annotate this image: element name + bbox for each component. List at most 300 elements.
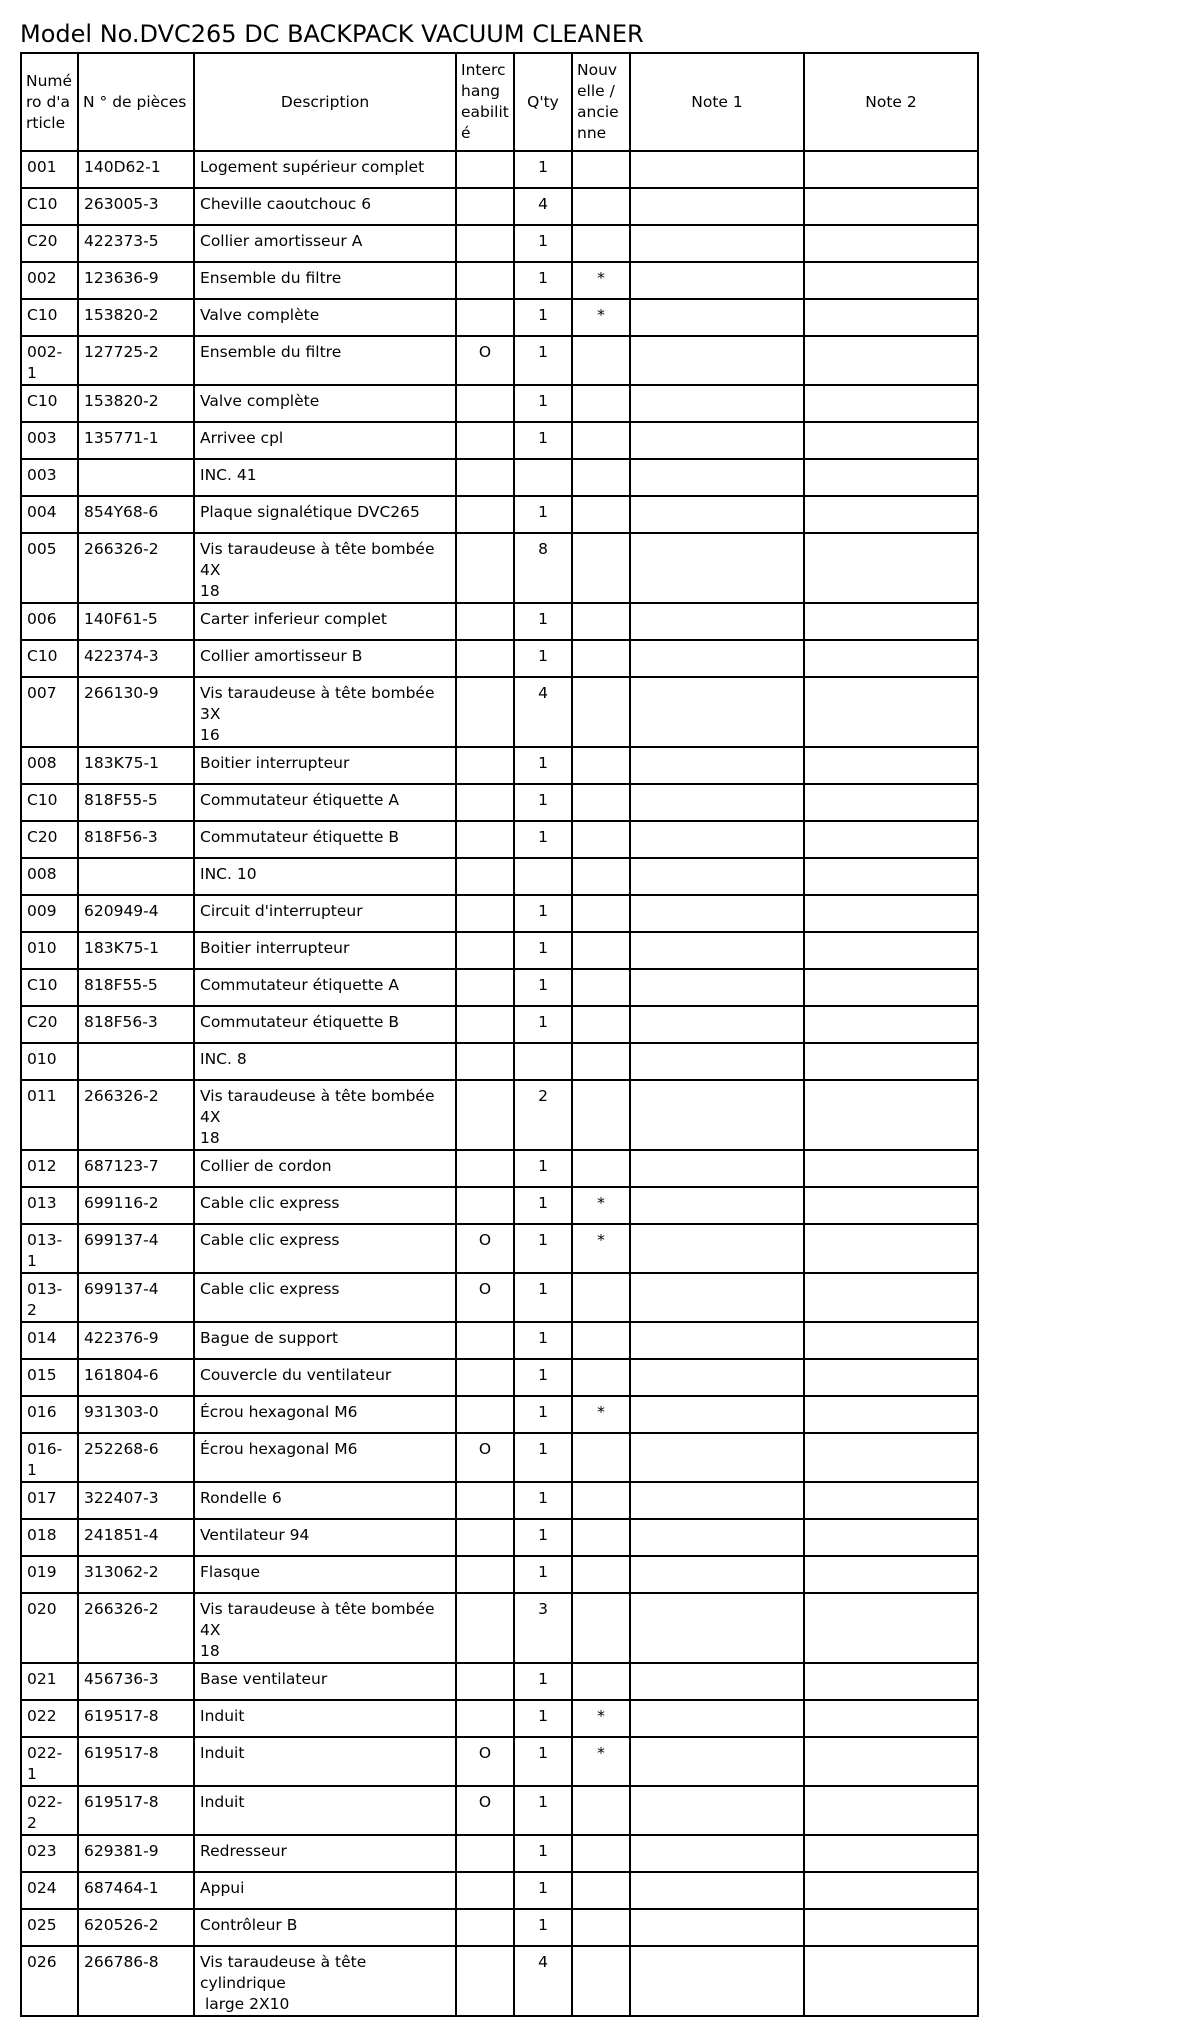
note-1-cell [630,225,804,262]
note-2-cell [804,640,978,677]
note-2-cell [804,1006,978,1043]
interchangeability-cell [456,932,514,969]
new-old-cell [572,1080,630,1150]
item-number-cell: 025 [21,1909,78,1946]
quantity-cell: 3 [514,1593,572,1663]
table-row [21,932,978,969]
note-2-cell [804,1322,978,1359]
part-number-cell: 140D62-1 [78,151,194,188]
interchangeability-cell [456,225,514,262]
table-row [21,603,978,640]
interchangeability-cell: O [456,1737,514,1786]
new-old-cell [572,1273,630,1322]
note-2-cell [804,1872,978,1909]
note-1-cell [630,1946,804,2016]
description-cell: Couvercle du ventilateur [194,1359,456,1396]
table-row [21,422,978,459]
new-old-cell [572,1482,630,1519]
note-1-cell [630,188,804,225]
interchangeability-cell: O [456,1786,514,1835]
interchangeability-cell [456,422,514,459]
interchangeability-cell [456,1006,514,1043]
quantity-cell [514,459,572,496]
part-number-cell: 161804-6 [78,1359,194,1396]
table-row [21,1835,978,1872]
item-number-cell: C10 [21,784,78,821]
part-number-cell: 619517-8 [78,1786,194,1835]
description-cell: Induit [194,1700,456,1737]
table-row [21,858,978,895]
note-1-cell [630,262,804,299]
new-old-cell: * [572,299,630,336]
quantity-cell: 1 [514,1224,572,1273]
quantity-cell: 1 [514,496,572,533]
quantity-cell: 1 [514,151,572,188]
interchangeability-cell: O [456,1224,514,1273]
header-description: Description [194,53,456,151]
note-2-cell [804,188,978,225]
interchangeability-cell [456,188,514,225]
part-number-cell: 266326-2 [78,1593,194,1663]
note-1-cell [630,858,804,895]
item-number-cell: 020 [21,1593,78,1663]
table-row [21,1737,978,1786]
quantity-cell: 4 [514,677,572,747]
note-1-cell [630,1080,804,1150]
description-cell: Commutateur étiquette A [194,784,456,821]
interchangeability-cell [456,151,514,188]
new-old-cell [572,784,630,821]
interchangeability-cell [456,677,514,747]
note-2-cell [804,1835,978,1872]
interchangeability-cell [456,1322,514,1359]
new-old-cell [572,1433,630,1482]
part-number-cell [78,459,194,496]
new-old-cell: * [572,1737,630,1786]
description-cell: Écrou hexagonal M6 [194,1433,456,1482]
table-row [21,1433,978,1482]
part-number-cell: 123636-9 [78,262,194,299]
note-1-cell [630,1593,804,1663]
part-number-cell: 266326-2 [78,1080,194,1150]
item-number-cell: 002 [21,262,78,299]
quantity-cell: 1 [514,1519,572,1556]
note-1-cell [630,1043,804,1080]
part-number-cell: 422376-9 [78,1322,194,1359]
quantity-cell: 4 [514,1946,572,2016]
note-2-cell [804,747,978,784]
note-2-cell [804,677,978,747]
description-cell: Ventilateur 94 [194,1519,456,1556]
quantity-cell: 1 [514,422,572,459]
header-part-number: N ° de pièces [78,53,194,151]
new-old-cell [572,603,630,640]
part-number-cell [78,1043,194,1080]
table-row [21,1150,978,1187]
description-cell: Valve complète [194,385,456,422]
quantity-cell: 1 [514,640,572,677]
part-number-cell: 854Y68-6 [78,496,194,533]
note-1-cell [630,895,804,932]
interchangeability-cell [456,821,514,858]
table-row [21,533,978,603]
new-old-cell [572,1786,630,1835]
description-cell: INC. 10 [194,858,456,895]
item-number-cell: 003 [21,459,78,496]
quantity-cell: 1 [514,1786,572,1835]
part-number-cell: 153820-2 [78,299,194,336]
item-number-cell: 019 [21,1556,78,1593]
item-number-cell: 022 [21,1700,78,1737]
note-1-cell [630,1322,804,1359]
note-1-cell [630,1737,804,1786]
description-cell: Boitier interrupteur [194,932,456,969]
note-1-cell [630,533,804,603]
new-old-cell [572,188,630,225]
description-cell: Flasque [194,1556,456,1593]
new-old-cell [572,747,630,784]
interchangeability-cell [456,1043,514,1080]
new-old-cell: * [572,1187,630,1224]
item-number-cell: C10 [21,188,78,225]
table-row [21,1359,978,1396]
note-2-cell [804,1273,978,1322]
item-number-cell: 003 [21,422,78,459]
note-1-cell [630,1482,804,1519]
part-number-cell: 619517-8 [78,1737,194,1786]
note-2-cell [804,895,978,932]
note-1-cell [630,151,804,188]
part-number-cell: 699116-2 [78,1187,194,1224]
interchangeability-cell [456,1835,514,1872]
note-2-cell [804,1080,978,1150]
table-row [21,1786,978,1835]
note-1-cell [630,603,804,640]
part-number-cell: 266326-2 [78,533,194,603]
note-1-cell [630,969,804,1006]
quantity-cell: 1 [514,1482,572,1519]
quantity-cell: 1 [514,1835,572,1872]
quantity-cell: 1 [514,747,572,784]
note-1-cell [630,1433,804,1482]
new-old-cell [572,1663,630,1700]
item-number-cell: C20 [21,225,78,262]
item-number-cell: C10 [21,385,78,422]
note-1-cell [630,1187,804,1224]
table-row [21,1593,978,1663]
quantity-cell: 1 [514,262,572,299]
interchangeability-cell: O [456,1273,514,1322]
note-1-cell [630,1909,804,1946]
quantity-cell: 1 [514,1663,572,1700]
quantity-cell: 1 [514,1150,572,1187]
item-number-cell: 001 [21,151,78,188]
interchangeability-cell [456,1700,514,1737]
description-cell: Redresseur [194,1835,456,1872]
new-old-cell: * [572,1700,630,1737]
quantity-cell: 1 [514,1872,572,1909]
note-2-cell [804,932,978,969]
new-old-cell [572,1519,630,1556]
note-2-cell [804,1359,978,1396]
item-number-cell: C10 [21,640,78,677]
part-number-cell: 699137-4 [78,1273,194,1322]
new-old-cell [572,385,630,422]
note-1-cell [630,747,804,784]
description-cell: Induit [194,1786,456,1835]
quantity-cell: 4 [514,188,572,225]
new-old-cell [572,969,630,1006]
description-cell: Ensemble du filtre [194,336,456,385]
part-number-cell: 422374-3 [78,640,194,677]
note-2-cell [804,1396,978,1433]
quantity-cell: 1 [514,969,572,1006]
new-old-cell [572,858,630,895]
quantity-cell: 1 [514,1556,572,1593]
quantity-cell: 1 [514,1322,572,1359]
table-row [21,1322,978,1359]
header-interchangeability: Interc hang eabilit é [456,53,514,151]
table-row [21,1909,978,1946]
parts-table [20,52,979,2017]
table-row [21,1872,978,1909]
description-cell: Vis taraudeuse à tête bombée 4X 18 [194,1080,456,1150]
part-number-cell: 252268-6 [78,1433,194,1482]
description-cell: Commutateur étiquette B [194,1006,456,1043]
note-2-cell [804,784,978,821]
item-number-cell: 022-2 [21,1786,78,1835]
table-row [21,1519,978,1556]
quantity-cell: 1 [514,225,572,262]
quantity-cell: 1 [514,1359,572,1396]
part-number-cell: 620949-4 [78,895,194,932]
table-row [21,1482,978,1519]
quantity-cell: 1 [514,299,572,336]
description-cell: Induit [194,1737,456,1786]
description-cell: Vis taraudeuse à tête bombée 4X 18 [194,1593,456,1663]
description-cell: Appui [194,1872,456,1909]
note-1-cell [630,1835,804,1872]
item-number-cell: 010 [21,1043,78,1080]
item-number-cell: C10 [21,299,78,336]
description-cell: Cable clic express [194,1273,456,1322]
interchangeability-cell [456,784,514,821]
table-row [21,1080,978,1150]
note-2-cell [804,1786,978,1835]
note-2-cell [804,1482,978,1519]
quantity-cell: 1 [514,1187,572,1224]
new-old-cell [572,336,630,385]
part-number-cell: 619517-8 [78,1700,194,1737]
item-number-cell: 013 [21,1187,78,1224]
table-row [21,1663,978,1700]
table-row [21,225,978,262]
interchangeability-cell [456,895,514,932]
table-row [21,1043,978,1080]
interchangeability-cell [456,496,514,533]
note-2-cell [804,533,978,603]
description-cell: Cheville caoutchouc 6 [194,188,456,225]
note-2-cell [804,496,978,533]
quantity-cell [514,1043,572,1080]
note-1-cell [630,1786,804,1835]
interchangeability-cell [456,1150,514,1187]
new-old-cell [572,932,630,969]
interchangeability-cell [456,1396,514,1433]
note-2-cell [804,1433,978,1482]
description-cell: Cable clic express [194,1187,456,1224]
part-number-cell: 266786-8 [78,1946,194,2016]
part-number-cell: 687464-1 [78,1872,194,1909]
new-old-cell [572,1872,630,1909]
item-number-cell: 021 [21,1663,78,1700]
new-old-cell [572,1322,630,1359]
part-number-cell: 620526-2 [78,1909,194,1946]
item-number-cell: 008 [21,747,78,784]
note-1-cell [630,336,804,385]
part-number-cell: 456736-3 [78,1663,194,1700]
table-row [21,1273,978,1322]
description-cell: Circuit d'interrupteur [194,895,456,932]
item-number-cell: 024 [21,1872,78,1909]
table-row [21,188,978,225]
note-1-cell [630,1150,804,1187]
header-note-1: Note 1 [630,53,804,151]
table-row [21,336,978,385]
item-number-cell: 002-1 [21,336,78,385]
description-cell: Boitier interrupteur [194,747,456,784]
interchangeability-cell [456,1663,514,1700]
note-1-cell [630,1006,804,1043]
part-number-cell: 818F55-5 [78,969,194,1006]
quantity-cell: 1 [514,1396,572,1433]
note-2-cell [804,336,978,385]
description-cell: INC. 8 [194,1043,456,1080]
new-old-cell: * [572,1396,630,1433]
interchangeability-cell: O [456,1433,514,1482]
quantity-cell: 1 [514,336,572,385]
quantity-cell: 1 [514,1433,572,1482]
note-2-cell [804,821,978,858]
interchangeability-cell [456,1080,514,1150]
table-row [21,496,978,533]
item-number-cell: 013-1 [21,1224,78,1273]
table-row [21,784,978,821]
table-row [21,1396,978,1433]
part-number-cell: 422373-5 [78,225,194,262]
note-2-cell [804,151,978,188]
table-row [21,1946,978,2016]
new-old-cell [572,895,630,932]
item-number-cell: C20 [21,821,78,858]
description-cell: Collier de cordon [194,1150,456,1187]
note-2-cell [804,1909,978,1946]
note-1-cell [630,385,804,422]
new-old-cell [572,1006,630,1043]
new-old-cell: * [572,262,630,299]
note-1-cell [630,1663,804,1700]
description-cell: Vis taraudeuse à tête bombée 4X 18 [194,533,456,603]
interchangeability-cell [456,1593,514,1663]
interchangeability-cell [456,603,514,640]
table-row [21,299,978,336]
note-2-cell [804,1187,978,1224]
quantity-cell: 1 [514,821,572,858]
item-number-cell: 011 [21,1080,78,1150]
description-cell: Vis taraudeuse à tête cylindrique large 2X10 [194,1946,456,2016]
part-number-cell: 153820-2 [78,385,194,422]
description-cell: Bague de support [194,1322,456,1359]
item-number-cell: 007 [21,677,78,747]
note-1-cell [630,1273,804,1322]
note-1-cell [630,640,804,677]
new-old-cell [572,1043,630,1080]
note-2-cell [804,1224,978,1273]
item-number-cell: 015 [21,1359,78,1396]
item-number-cell: 022-1 [21,1737,78,1786]
note-1-cell [630,299,804,336]
note-1-cell [630,1396,804,1433]
part-number-cell: 135771-1 [78,422,194,459]
new-old-cell [572,821,630,858]
interchangeability-cell: O [456,336,514,385]
note-2-cell [804,1700,978,1737]
note-2-cell [804,1150,978,1187]
note-1-cell [630,1872,804,1909]
part-number-cell: 699137-4 [78,1224,194,1273]
note-2-cell [804,385,978,422]
note-2-cell [804,299,978,336]
interchangeability-cell [456,459,514,496]
interchangeability-cell [456,747,514,784]
table-row [21,262,978,299]
table-row [21,821,978,858]
quantity-cell: 1 [514,1737,572,1786]
quantity-cell: 1 [514,895,572,932]
note-1-cell [630,1359,804,1396]
description-cell: Écrou hexagonal M6 [194,1396,456,1433]
header-new-old: Nouv elle / ancie nne [572,53,630,151]
interchangeability-cell [456,1909,514,1946]
interchangeability-cell [456,385,514,422]
interchangeability-cell [456,1946,514,2016]
table-row [21,747,978,784]
new-old-cell [572,1593,630,1663]
part-number-cell: 629381-9 [78,1835,194,1872]
note-1-cell [630,1700,804,1737]
interchangeability-cell [456,858,514,895]
description-cell: Arrivee cpl [194,422,456,459]
header-quantity: Q'ty [514,53,572,151]
quantity-cell: 1 [514,1700,572,1737]
interchangeability-cell [456,533,514,603]
part-number-cell: 183K75-1 [78,747,194,784]
quantity-cell: 2 [514,1080,572,1150]
description-cell: Contrôleur B [194,1909,456,1946]
note-2-cell [804,1946,978,2016]
description-cell: Logement supérieur complet [194,151,456,188]
table-row [21,969,978,1006]
part-number-cell: 687123-7 [78,1150,194,1187]
description-cell: Ensemble du filtre [194,262,456,299]
note-1-cell [630,496,804,533]
item-number-cell: C20 [21,1006,78,1043]
header-item-number: Numé ro d'a rticle [21,53,78,151]
part-number-cell: 818F55-5 [78,784,194,821]
note-1-cell [630,459,804,496]
table-row [21,1187,978,1224]
new-old-cell [572,422,630,459]
